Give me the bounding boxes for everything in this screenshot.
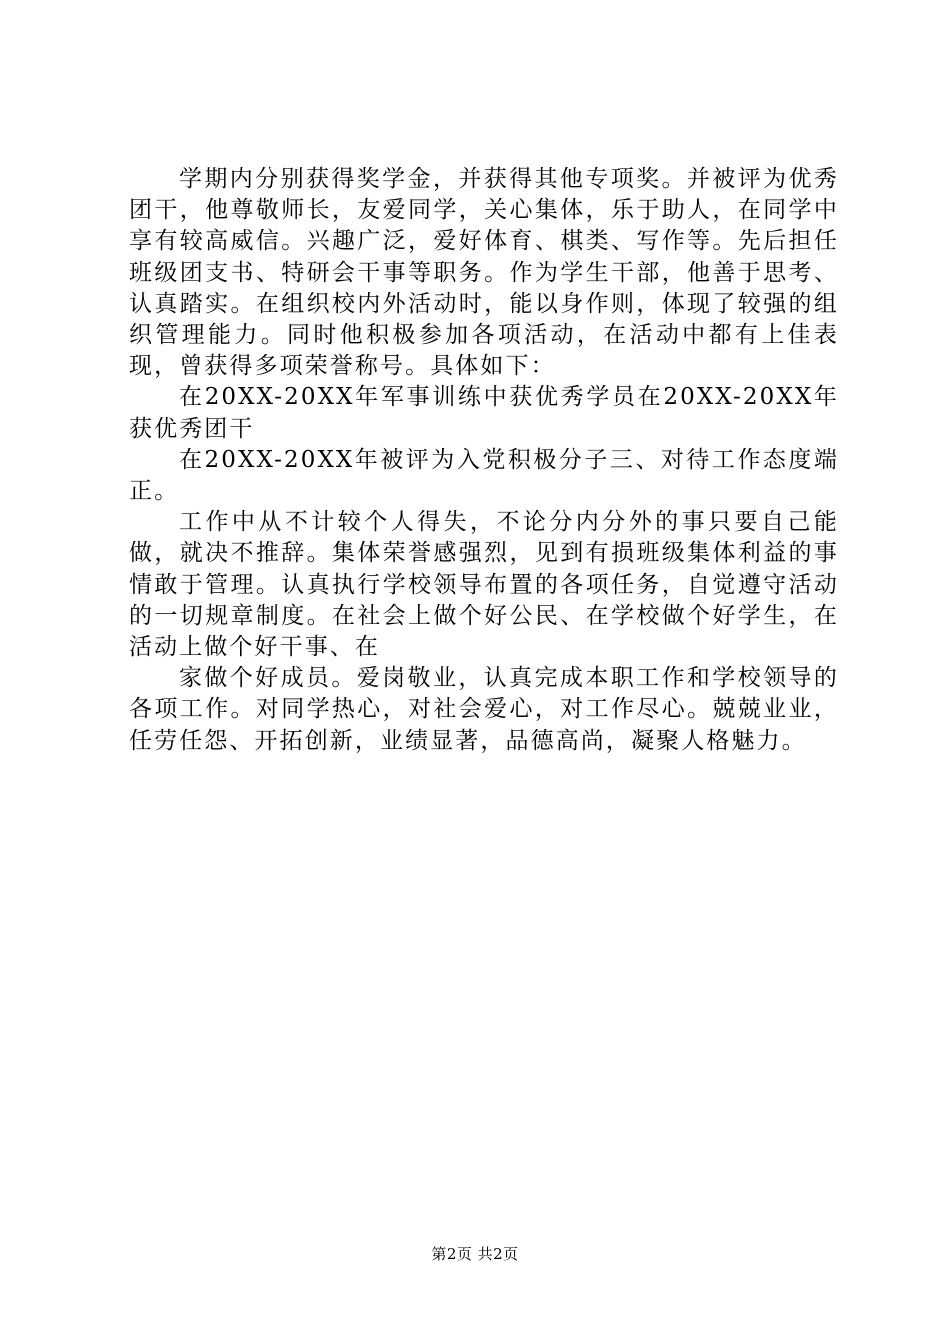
paragraph-achievements-summary: 学期内分别获得奖学金，并获得其他专项奖。并被评为优秀团干，他尊敬师长，友爱同学，关心集体，乐于助人，在同学中享有较高威信。兴趣广泛，爱好体育、棋类、写作等。先后担任班级团支书、特研会干事等职务。作为学生干部，他善于思考、认真踏实。在组织校内外活动时，能以身作则，体现了较强的组织管理能力。同时他积极参加各项活动，在活动中都有上佳表现，曾获得多项荣誉称号。具体如下： [129, 166, 839, 380]
paragraph-military-training-award: 在20XX-20XX年军事训练中获优秀学员在20XX-20XX年获优秀团干 [129, 384, 839, 442]
paragraph-work-attitude: 工作中从不计较个人得失，不论分内分外的事只要自己能做，就决不推辞。集体荣誉感强烈，见到有损班级集体利益的事情敢于管理。认真执行学校领导布置的各项任务，自觉遵守活动的一切规章制度。在社会上做个好公民、在学校做个好学生，在活动上做个好干事、在 [129, 509, 839, 661]
paragraph-party-activist: 在20XX-20XX年被评为入党积极分子三、对待工作态度端正。 [129, 446, 839, 505]
paragraph-dedication: 家做个好成员。爱岗敬业，认真完成本职工作和学校领导的各项工作。对同学热心，对社会爱心，对工作尽心。兢兢业业，任劳任怨、开拓创新，业绩显著，品德高尚，凝聚人格魅力。 [129, 665, 839, 754]
page-number-footer: 第2页 共2页 [431, 1245, 519, 1263]
document-body [129, 164, 839, 757]
